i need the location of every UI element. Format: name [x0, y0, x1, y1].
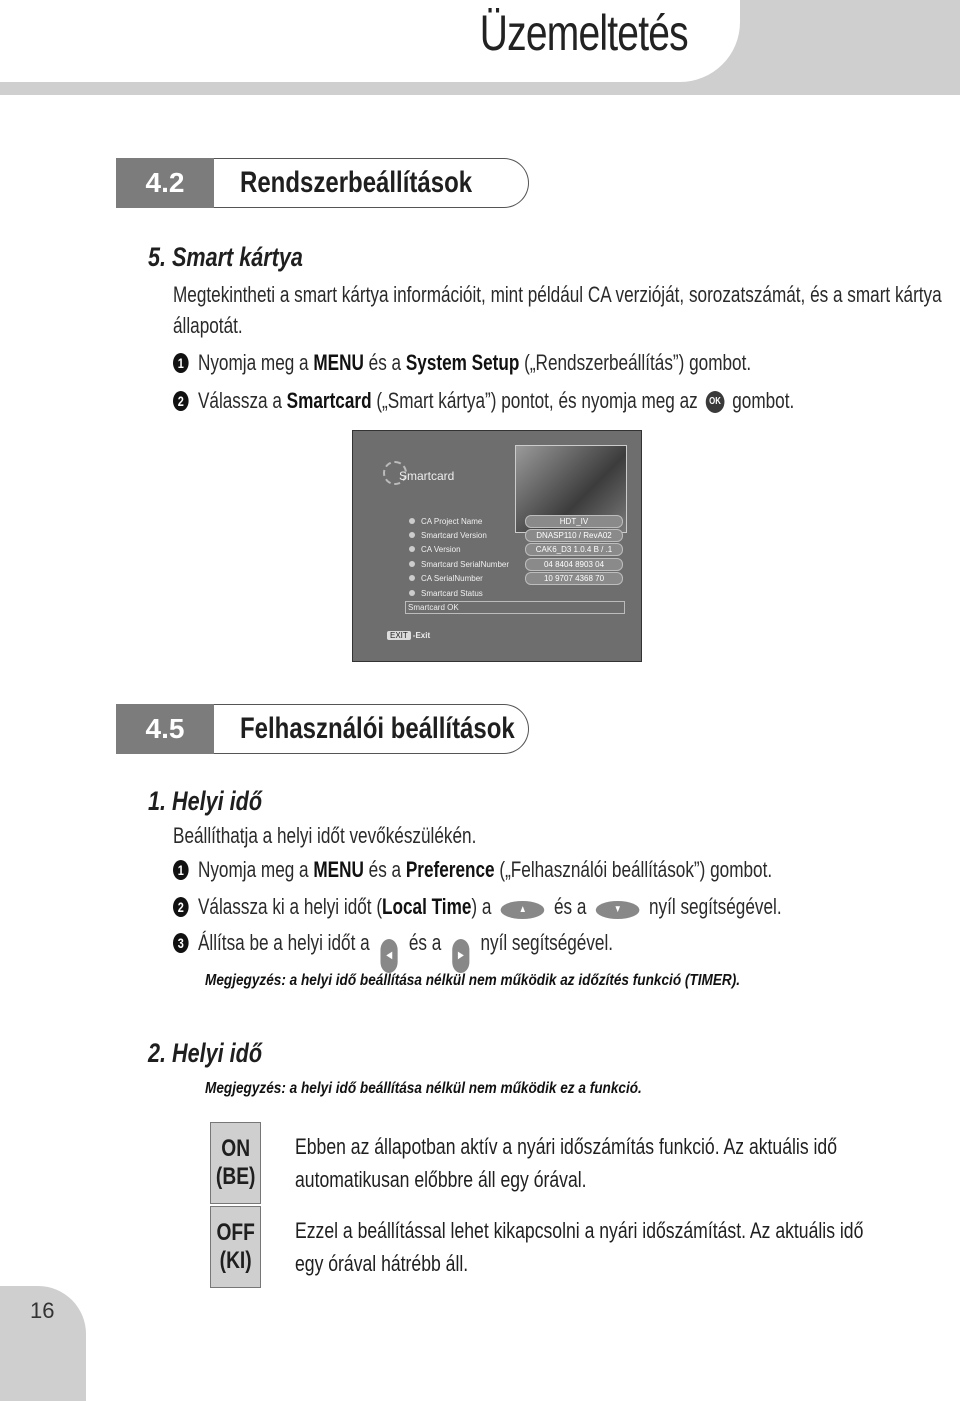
section-number: 4.2	[116, 158, 214, 208]
option-key	[211, 1123, 261, 1204]
paragraph-line: állapotát.	[173, 313, 243, 338]
section-header-4-5	[116, 704, 530, 754]
step-text: ) a	[471, 894, 497, 919]
up-arrow-icon: ▲	[501, 901, 545, 919]
option-key-label: ON (BE)	[215, 1135, 256, 1190]
section-title: Rendszerbeállítások	[240, 166, 473, 199]
step-text: és a	[363, 857, 406, 882]
step-text: („Rendszerbeállítás”) gombot.	[519, 350, 752, 375]
step-2	[173, 894, 782, 920]
step-number-icon: 2	[173, 391, 189, 411]
subsection-heading: 2. Helyi idő	[148, 1038, 263, 1068]
step-text: és a	[363, 350, 406, 375]
step-1	[173, 857, 772, 883]
key-name: MENU	[313, 350, 364, 375]
description-line: automatikusan előbbre áll egy órával.	[295, 1167, 587, 1192]
note: Megjegyzés: a helyi idő beállítása nélkül nem működik az időzítés funkció (TIMER).	[205, 972, 741, 989]
paragraph-line: Beállíthatja a helyi időt vevőkészülékén.	[173, 823, 477, 848]
step-1	[173, 350, 751, 376]
step-text: és a	[549, 894, 592, 919]
menu-name: System Setup	[405, 350, 520, 375]
step-text: Válassza a	[197, 388, 287, 413]
description-line: Ebben az állapotban aktív a nyári időszámítás funkció. Az aktuális idő	[295, 1134, 838, 1159]
step-number-icon: 1	[173, 353, 189, 373]
step-number-icon: 2	[173, 897, 189, 917]
table-row	[211, 1207, 960, 1288]
note: Megjegyzés: a helyi idő beállítása nélkül nem működik ez a funkció.	[205, 1080, 642, 1097]
step-text: nyíl segítségével.	[644, 894, 782, 919]
page-title: Üzemeltetés	[479, 5, 688, 61]
ok-button-icon: OK	[706, 391, 725, 413]
section-title: Felhasználói beállítások	[240, 712, 515, 745]
exit-hint	[387, 631, 430, 640]
step-3	[173, 930, 613, 973]
right-arrow-icon: ▶	[452, 939, 469, 973]
down-arrow-icon: ▼	[596, 901, 640, 919]
info-label: Smartcard Status	[409, 589, 483, 598]
step-text: („Felhasználói beállítások”) gombot.	[494, 857, 773, 882]
menu-name: Local Time	[382, 894, 472, 919]
option-key	[211, 1207, 261, 1288]
info-label: CA Version	[409, 545, 461, 554]
page-number: 16	[30, 1298, 55, 1323]
step-number-icon: 1	[173, 860, 189, 880]
info-value: 04 8404 8903 04	[525, 558, 623, 571]
info-value: 10 9707 4368 70	[525, 572, 623, 585]
subsection-heading: 1. Helyi idő	[148, 786, 263, 816]
smartcard-screenshot	[352, 430, 642, 662]
description-line: Ezzel a beállítással lehet kikapcsolni a nyári időszámítást. Az aktuális idő	[295, 1218, 864, 1243]
info-value: HDT_IV	[525, 515, 623, 528]
step-text: Válassza ki a helyi időt (	[197, 894, 383, 919]
step-text: nyíl segítségével.	[475, 930, 614, 955]
info-value: DNASP110 / RevA02	[525, 529, 623, 542]
smartcard-status: Smartcard OK	[405, 601, 625, 614]
key-name: MENU	[313, 857, 364, 882]
left-arrow-icon: ◀	[381, 939, 398, 973]
description-line: egy órával hátrébb áll.	[295, 1251, 469, 1276]
step-text: Nyomja meg a	[197, 350, 314, 375]
table-row	[211, 1123, 960, 1204]
exit-key-icon: EXIT	[387, 631, 411, 640]
screen-title: Smartcard	[399, 469, 455, 483]
info-label: CA SerialNumber	[409, 574, 483, 583]
info-label: Smartcard Version	[409, 531, 487, 540]
dst-options-table	[210, 1122, 960, 1288]
subsection-heading: 5. Smart kártya	[148, 242, 303, 272]
info-label: Smartcard SerialNumber	[409, 560, 509, 569]
option-description	[261, 1207, 960, 1288]
exit-label: -Exit	[412, 631, 431, 640]
step-text: Nyomja meg a	[197, 857, 314, 882]
step-text: („Smart kártya”) pontot, és nyomja meg az	[371, 388, 703, 413]
step-2	[173, 388, 794, 414]
step-text: és a	[404, 930, 447, 955]
option-key-label: OFF (KI)	[216, 1219, 255, 1274]
paragraph-line: Megtekintheti a smart kártya információit, mint például CA verzióját, sorozatszámát, és a smart kártya	[173, 282, 942, 307]
menu-name: Smartcard	[286, 388, 372, 413]
section-number: 4.5	[116, 704, 214, 754]
step-text: Állítsa be a helyi időt a	[197, 930, 375, 955]
info-label: CA Project Name	[409, 517, 482, 526]
info-value: CAK6_D3 1.0.4 B / .1	[525, 543, 623, 556]
step-text: gombot.	[727, 388, 795, 413]
section-header-4-2	[116, 158, 530, 208]
menu-name: Preference	[405, 857, 495, 882]
option-description	[261, 1123, 960, 1204]
step-number-icon: 3	[173, 933, 189, 953]
